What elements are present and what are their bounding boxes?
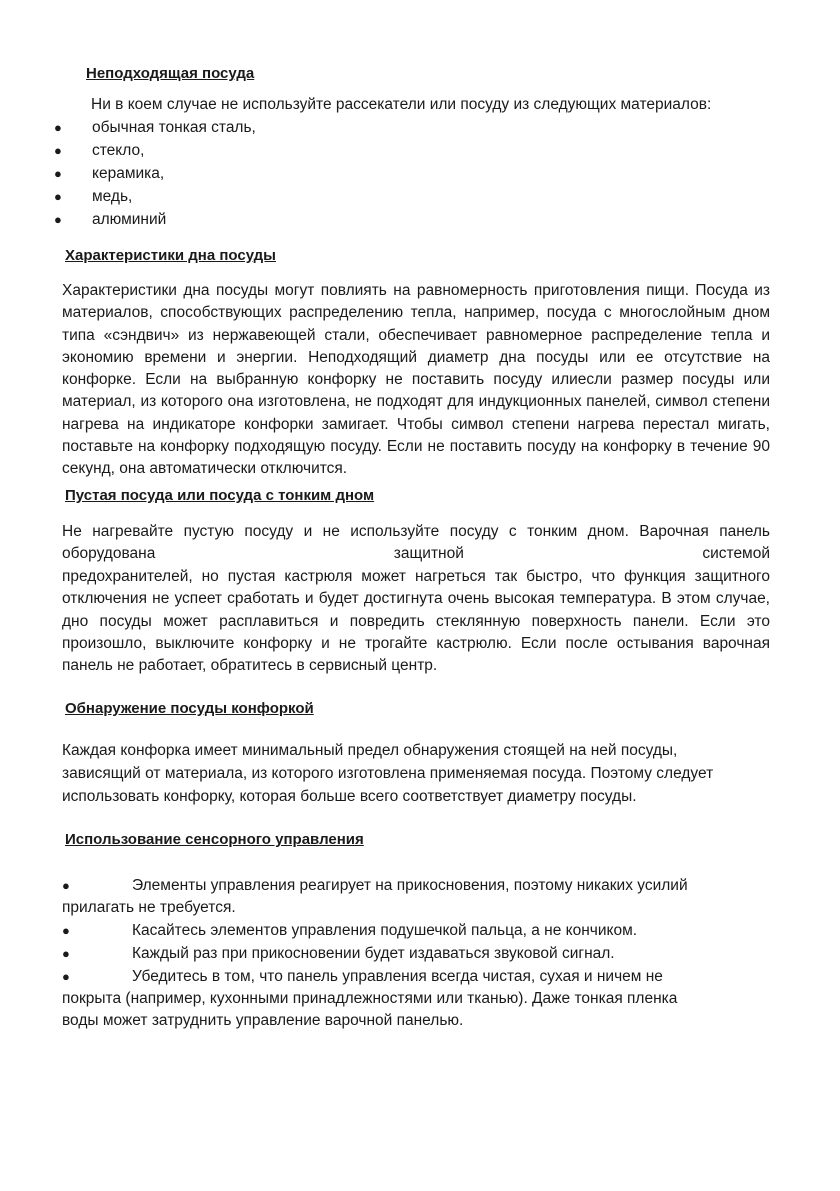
unsuitable-intro: Ни в коем случае не используйте рассекатели или посуду из следующих материалов: bbox=[91, 96, 712, 113]
detection-line: Каждая конфорка имеет минимальный предел обнаружения стоящей на ней посуды, bbox=[62, 742, 678, 759]
bullet-icon: ● bbox=[54, 189, 62, 204]
bullet-icon: ● bbox=[62, 946, 70, 961]
list-item: ● Элементы управления реагирует на прикосновения, поэтому никаких усилий прилагать не требуется. bbox=[62, 877, 688, 916]
bullet-icon: ● bbox=[54, 120, 62, 135]
list-item: ● алюминий bbox=[54, 209, 354, 231]
section-title-bottom-characteristics: Характеристики дна посуды bbox=[65, 247, 276, 264]
empty-pot-text-1: Не нагревайте пустую посуду и не используйте посуду с тонким дном. Варочная панель оборудована защитной системой bbox=[62, 523, 770, 563]
bullet-icon: ● bbox=[62, 969, 70, 984]
list-item: ● Каждый раз при прикосновении будет издаваться звуковой сигнал. bbox=[62, 943, 782, 965]
empty-pot-text-2: предохранителей, но пустая кастрюля может нагреться так быстро, что функция защитного отключения не успеет сработать и будет достигнута очень высокая температура. В этом случае, дно посуды может расплавиться и повредить стеклянную поверхность панели. Если это произошло, выключите конфорку и не трогайте кастрюлю. Если после остывания варочная панель не работает, обратитесь в сервисный центр. bbox=[62, 568, 770, 675]
bullet-icon: ● bbox=[54, 166, 62, 181]
bullet-icon: ● bbox=[54, 212, 62, 227]
list-item: ● стекло, bbox=[54, 140, 354, 162]
list-item: ● медь, bbox=[54, 186, 354, 208]
section-title-touch-controls: Использование сенсорного управления bbox=[65, 831, 364, 848]
section-title-empty-pot: Пустая посуда или посуда с тонким дном bbox=[65, 487, 375, 504]
detection-line: зависящий от материала, из которого изготовлена применяемая посуда. Поэтому следует bbox=[62, 765, 714, 782]
detection-line: использовать конфорку, которая больше всего соответствует диаметру посуды. bbox=[62, 788, 637, 805]
bullet-icon: ● bbox=[54, 143, 62, 158]
list-item: ● Касайтесь элементов управления подушечкой пальца, а не кончиком. bbox=[62, 920, 782, 942]
bottom-characteristics-text: Характеристики дна посуды могут повлиять на равномерность приготовления пищи. Посуда из материалов, способствующих распределению тепла, например, посуда с многослойным дном типа «сэндвич» из нержавеющей стали, обеспечивает равномерное распределение тепла и экономию времени и энергии. Неподходящий диаметр дна посуды или ее отсутствие на конфорке. Если на выбранную конфорку не поставить посуду илиесли размер посуды или материал, из которого она изготовлена, не подходят для индукционных панелей, символ степени нагрева на индикаторе конфорки замигает. Чтобы символ степени нагрева перестал мигать, поставьте на конфорку подходящую посуду. Если не поставить посуду на конфорку в течение 90 секунд, она автоматически отключится. bbox=[62, 282, 770, 478]
section-title-unsuitable-cookware: Неподходящая посуда bbox=[86, 65, 255, 82]
bullet-icon: ● bbox=[62, 923, 70, 938]
list-item: ● обычная тонкая сталь, bbox=[54, 117, 354, 139]
list-item: ● Убедитесь в том, что панель управления всегда чистая, сухая и ничем не покрыта (например, кухонными принадлежностями или тканью). Даже тонкая пленка воды может затруднить управление варочной панелью. bbox=[62, 968, 678, 1029]
bullet-icon: ● bbox=[62, 878, 70, 893]
list-item: ● керамика, bbox=[54, 163, 354, 185]
section-title-pot-detection: Обнаружение посуды конфоркой bbox=[65, 700, 314, 717]
